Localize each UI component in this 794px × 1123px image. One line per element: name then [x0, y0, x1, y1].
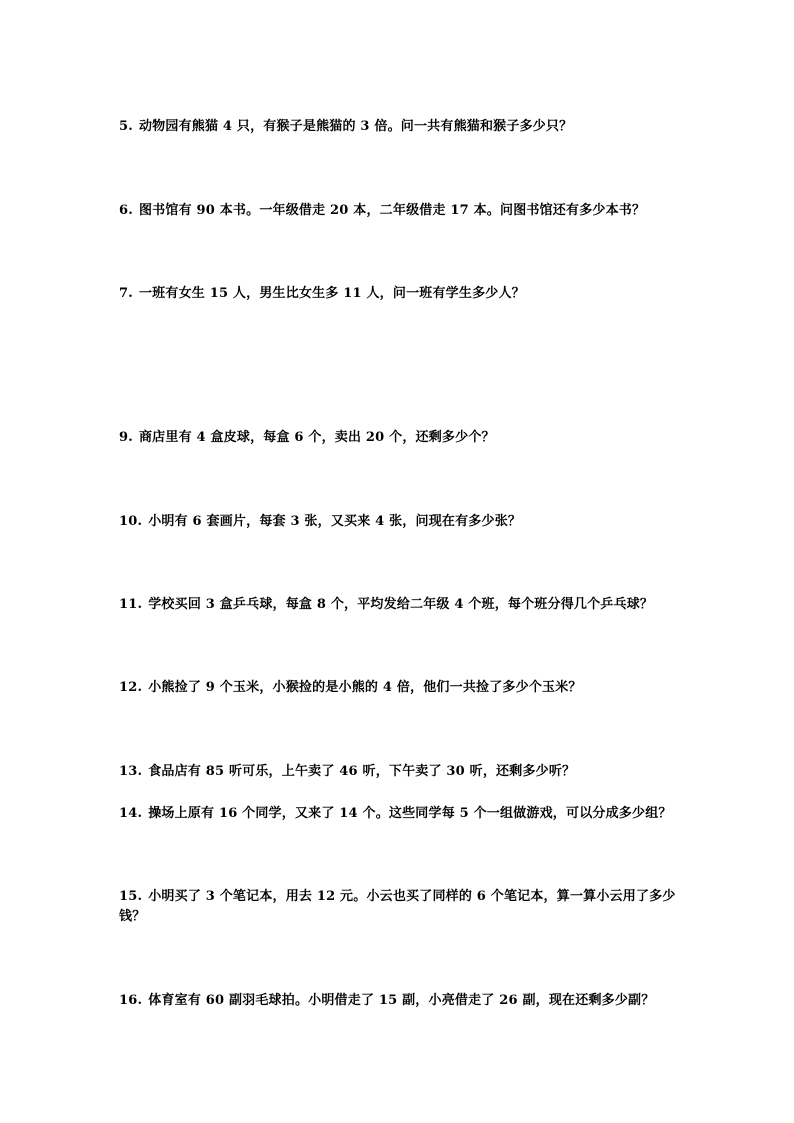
question-7 [119, 284, 694, 304]
question-text: 小熊捡了 9 个玉米，小猴捡的是小熊的 4 倍，他们一共捡了多少个玉米？ [148, 680, 582, 695]
question-15 [119, 887, 679, 927]
question-13 [119, 762, 694, 782]
question-number: 11. [119, 597, 143, 612]
question-5 [119, 117, 694, 137]
question-number: 5. [119, 119, 133, 134]
question-number: 9. [119, 430, 133, 445]
question-text: 操场上原有 16 个同学，又来了 14 个。这些同学每 5 个一组做游戏，可以分成多少组？ [148, 806, 672, 821]
question-number: 16. [119, 993, 143, 1008]
question-number: 7. [119, 286, 133, 301]
question-number: 15. [119, 889, 143, 904]
question-text: 小明买了 3 个笔记本，用去 12 元。小云也买了同样的 6 个笔记本，算一算小云用了多少钱？ [119, 889, 676, 924]
question-12 [119, 678, 694, 698]
question-number: 12. [119, 680, 143, 695]
question-9 [119, 428, 694, 448]
question-number: 14. [119, 806, 143, 821]
question-number: 10. [119, 514, 143, 529]
question-text: 学校买回 3 盒乒乓球，每盒 8 个，平均发给二年级 4 个班，每个班分得几个乒乓球？ [148, 597, 654, 612]
question-text: 一班有女生 15 人，男生比女生多 11 人，问一班有学生多少人？ [138, 286, 525, 301]
question-text: 小明有 6 套画片，每套 3 张，又买来 4 张，问现在有多少张？ [148, 514, 522, 529]
question-number: 6. [119, 203, 133, 218]
question-text: 动物园有熊猫 4 只，有猴子是熊猫的 3 倍。问一共有熊猫和猴子多少只？ [138, 119, 573, 134]
question-14 [119, 804, 694, 824]
question-10 [119, 512, 694, 532]
question-text: 商店里有 4 盒皮球，每盒 6 个，卖出 20 个，还剩多少个？ [138, 430, 495, 445]
question-6 [119, 201, 694, 221]
question-number: 13. [119, 764, 143, 779]
question-16 [119, 991, 694, 1011]
question-11 [119, 595, 694, 615]
question-text: 体育室有 60 副羽毛球拍。小明借走了 15 副，小亮借走了 26 副，现在还剩多少副？ [148, 993, 655, 1008]
question-text: 图书馆有 90 本书。一年级借走 20 本，二年级借走 17 本。问图书馆还有多少本书？ [138, 203, 646, 218]
question-text: 食品店有 85 听可乐，上午卖了 46 听，下午卖了 30 听，还剩多少听？ [148, 764, 576, 779]
